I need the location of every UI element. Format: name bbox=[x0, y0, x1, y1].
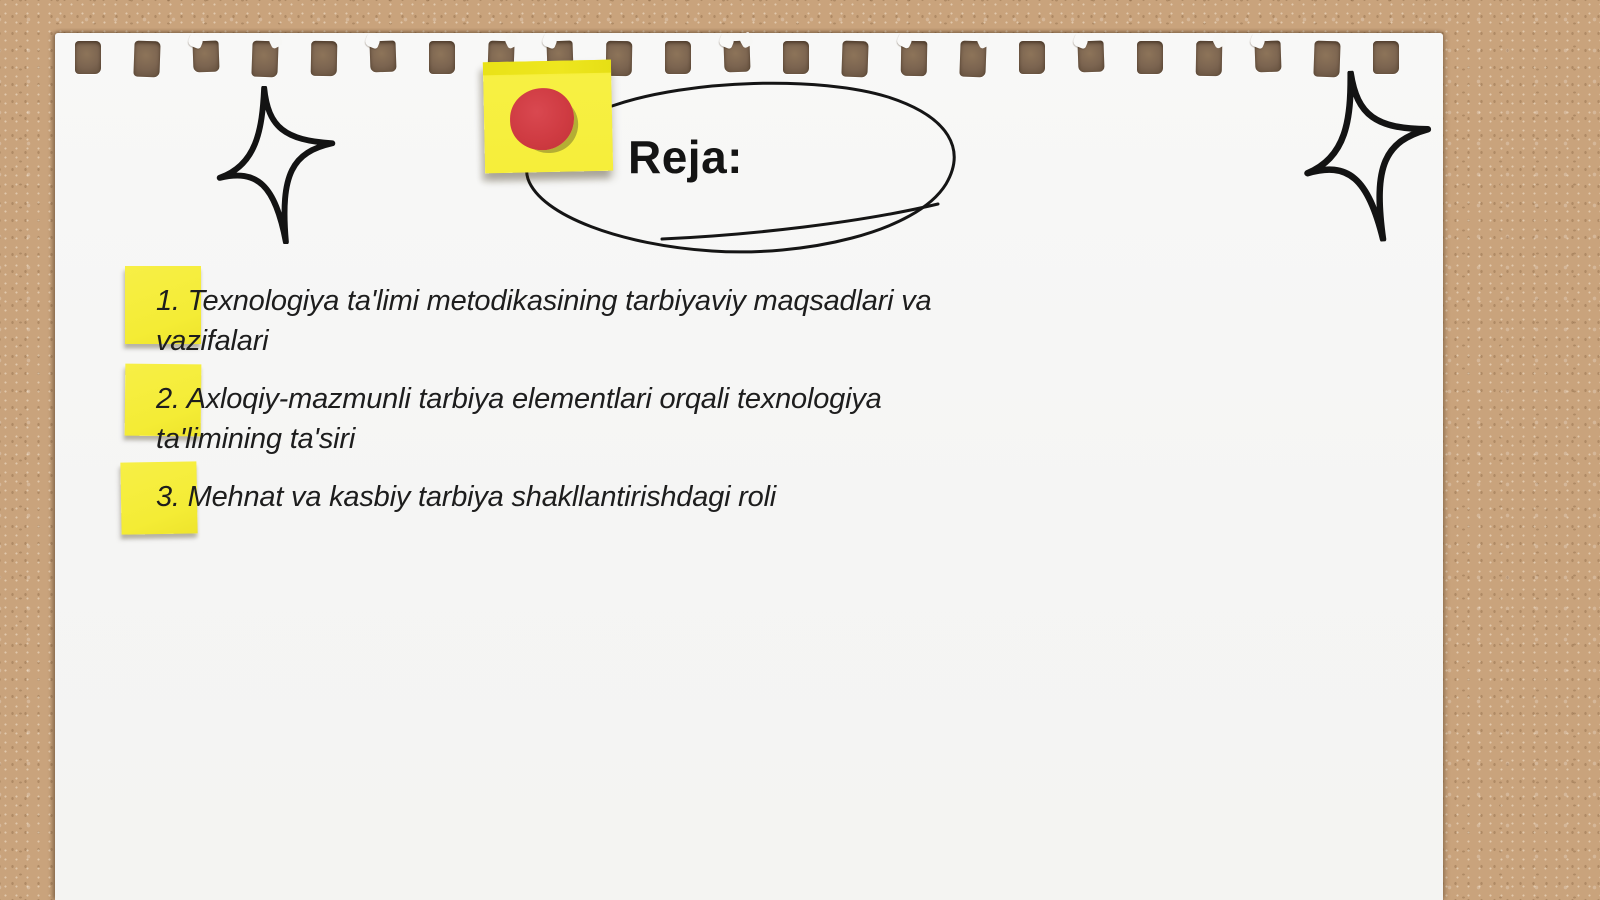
sticky-note bbox=[483, 60, 613, 174]
list-item bbox=[156, 477, 1101, 517]
red-pin-dot-icon bbox=[509, 87, 574, 150]
binding-hole-icon bbox=[1196, 41, 1223, 76]
binding-hole-icon bbox=[1077, 41, 1104, 73]
list-item-line: 1. Texnologiya ta'limi metodikasining tarbiyaviy maqsadlari va bbox=[156, 285, 932, 317]
plan-list bbox=[156, 281, 1101, 535]
page-title: Reja: bbox=[628, 131, 743, 183]
list-item bbox=[156, 379, 1101, 459]
sparkle-icon bbox=[1296, 67, 1443, 246]
list-item-line: vazifalari bbox=[156, 325, 269, 357]
binding-hole-icon bbox=[723, 41, 750, 73]
binding-hole-icon bbox=[311, 41, 338, 76]
binding-hole-icon bbox=[75, 41, 101, 74]
binding-hole-icon bbox=[133, 41, 160, 78]
binding-hole-icon bbox=[251, 41, 278, 78]
binding-hole-icon bbox=[1019, 41, 1045, 74]
binding-hole-icon bbox=[1254, 41, 1281, 73]
binding-hole-icon bbox=[369, 41, 396, 73]
list-item-line: ta'limining ta'siri bbox=[156, 423, 356, 455]
list-item-line: 2. Axloqiy-mazmunli tarbiya elementlari orqali texnologiya bbox=[156, 383, 882, 415]
binding-hole-icon bbox=[429, 41, 455, 74]
binding-hole-icon bbox=[1137, 41, 1163, 74]
list-item-line: 3. Mehnat va kasbiy tarbiya shakllantirishdagi roli bbox=[156, 481, 777, 513]
sparkle-icon bbox=[213, 86, 341, 244]
binding-hole-icon bbox=[192, 41, 219, 73]
list-item bbox=[156, 281, 1101, 361]
